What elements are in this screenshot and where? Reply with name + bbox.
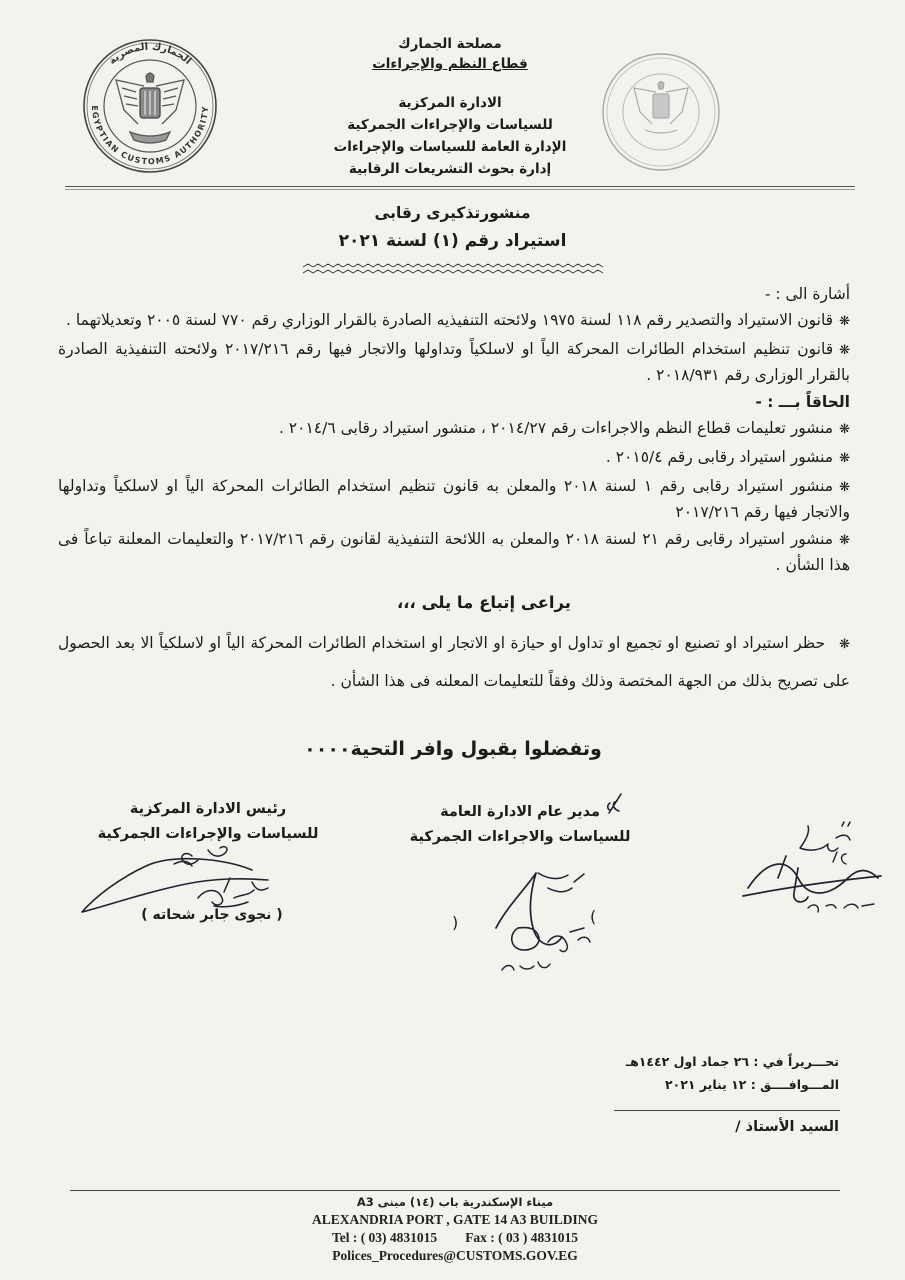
signature-bracket: (: [590, 907, 597, 926]
list-item-text: منشور استيراد رقابى رقم ٢١ لسنة ٢٠١٨ والمعلن به اللائحة التنفيذية لقانون رقم ٢٠١٧/٢١٦ والتعليمات المعلنة تباعاً فى هذا الشأن .: [58, 530, 850, 574]
instructions-heading: يراعى إتباع ما يلى ،،،: [397, 593, 571, 612]
further-heading: الحاقاً بـــ : -: [755, 393, 850, 411]
addressee-divider: [614, 1110, 840, 1111]
signature-head-central-admin: [74, 842, 279, 924]
footer-email: Polices_Procedures@CUSTOMS.GOV.EG: [332, 1248, 578, 1263]
dept-line: إدارة بحوث التشريعات الرقابية: [348, 161, 552, 177]
gregorian-date-line: [579, 1073, 839, 1096]
list-item: [58, 445, 850, 471]
seal-arabic-text: الجمارك المصرية: [107, 41, 194, 67]
addressee: السيد الأستاذ /: [735, 1119, 839, 1135]
document-body: [58, 282, 850, 702]
bullet-star-icon: [825, 634, 850, 652]
customs-authority-seal: [80, 36, 220, 176]
footer-address-arabic: ميناء الإسكندرية باب (١٤) مبنى A3: [356, 1195, 554, 1209]
date-block: [579, 1050, 839, 1096]
signatory-title: للسياسات والاجراءات الجمركية: [409, 829, 631, 845]
signatory-title: مدير عام الادارة العامة: [440, 804, 600, 820]
wavy-underline: [303, 263, 603, 277]
list-item: [58, 474, 850, 524]
footer-contact: [205, 1229, 705, 1247]
gregorian-date: ١٢ يناير ٢٠٢١: [664, 1077, 747, 1092]
list-item: [58, 308, 850, 334]
footer-address-english: ALEXANDRIA PORT , GATE 14 A3 BUILDING: [312, 1212, 598, 1227]
seal-english-text: EGYPTIAN CUSTOMS AUTHORITY: [89, 105, 211, 167]
bullet-star-icon: [833, 448, 850, 466]
bullet-star-icon: [833, 477, 850, 495]
dept-line: الادارة المركزية: [398, 95, 502, 111]
eagle-emblem-icon: [634, 82, 688, 134]
bullet-star-icon: [833, 311, 850, 329]
dept-line: للسياسات والإجراءات الجمركية: [347, 117, 553, 133]
document-title: منشورتذكيرى رقابى: [374, 204, 531, 222]
list-item: [58, 337, 850, 387]
footer-divider: [70, 1190, 840, 1191]
signatory-name: ( نجوى جابر شحاته ): [141, 907, 283, 923]
gregorian-date-label: المـــوافــــق :: [750, 1077, 839, 1092]
list-item-text: قانون الاستيراد والتصدير رقم ١١٨ لسنة ١٩٧٥ ولائحته التنفيذيه الصادرة بالقرار الوزاري رقم ٧٧٠ لسنة ٢٠٠٥ وتعديلاتهما .: [66, 311, 834, 329]
list-item-text: حظر استيراد او تصنيع او تجميع او تداول او حيازة او الاتجار او استخدام الطائرات المحركة الياً او لاسلكياً الا بعد الحصول على تصريح بذلك من الجهة المختصة وذلك وفقاً للتعليمات المعلنه فى هذا الشأن .: [58, 634, 850, 690]
ministry-seal: [596, 50, 726, 175]
department-block: [290, 92, 610, 180]
handwritten-mark: [604, 791, 628, 817]
sector-name: قطاع النظم والإجراءات: [372, 56, 528, 72]
hijri-date: ٢٦ جماد اول ١٤٤٢هـ: [625, 1054, 750, 1069]
dept-line: الإدارة العامة للسياسات والإجراءات: [333, 139, 567, 155]
signatory-title: رئيس الادارة المركزية: [129, 801, 287, 817]
document-subtitle: استيراد رقم (١) لسنة ٢٠٢١: [338, 231, 567, 251]
list-item: [58, 527, 850, 577]
signature-researcher: [738, 818, 888, 920]
list-item-text: منشور استيراد رقابى رقم ١ لسنة ٢٠١٨ والمعلن به قانون تنظيم استخدام الطائرات المحركة الياً او لاسلكياً وتداولها والاتجار فيها رقم ٢٠١٧/٢١٦: [58, 477, 850, 521]
hijri-date-line: [579, 1050, 839, 1073]
list-item-text: قانون تنظيم استخدام الطائرات المحركة الياً او لاسلكياً وتداولها والاتجار فيها رقم ٢٠١٧/٢١٦ ولائحته التنفيذية الصادرة بالقرار الوزارى رقم ٢٠١٨/٩٣١ .: [58, 340, 850, 384]
signatory-title: للسياسات والإجراءات الجمركية: [97, 826, 319, 842]
signature-general-manager: [478, 858, 598, 983]
list-item-text: منشور استيراد رقابى رقم ٢٠١٥/٤ .: [605, 448, 834, 466]
footer: [205, 1193, 705, 1265]
header-divider: [65, 189, 855, 190]
footer-fax: Fax : ( 03 ) 4831015: [465, 1230, 579, 1245]
signatory-head-central-admin: [80, 797, 336, 847]
list-item-text: منشور تعليمات قطاع النظم والاجراءات رقم ٢٠١٤/٢٧ ، منشور استيراد رقابى ٢٠١٤/٦ .: [278, 419, 834, 437]
list-item: [58, 416, 850, 442]
bullet-star-icon: [833, 419, 850, 437]
header-divider: [65, 186, 855, 187]
footer-tel: Tel : ( 03) 4831015: [331, 1230, 438, 1245]
references-heading: أشارة الى : -: [764, 285, 850, 303]
signature-bracket: ): [452, 913, 459, 932]
list-item: [58, 625, 850, 699]
org-name: مصلحة الجمارك: [398, 36, 502, 52]
hijri-date-label: تحـــريراً في :: [753, 1054, 839, 1069]
svg-text:الجمارك المصرية: [107, 42, 193, 67]
bullet-star-icon: [833, 340, 850, 358]
bullet-star-icon: [833, 530, 850, 548]
eagle-emblem-icon: [116, 73, 184, 143]
closing-greeting: وتفضلوا بقبول وافر التحية٠٠٠٠: [304, 738, 602, 760]
